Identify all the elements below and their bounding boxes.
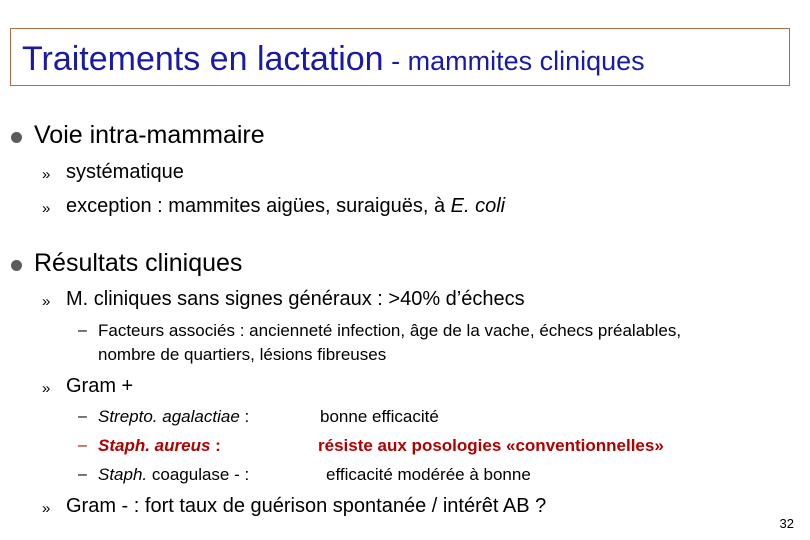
raquo-marker: » (42, 380, 51, 397)
item-gram-minus: Gram - : fort taux de guérison spontanée / intérêt AB ? (66, 495, 547, 517)
staph-coag-rest: coagulase - (147, 465, 240, 484)
facteurs-line-2: nombre de quartiers, lésions fibreuses (98, 345, 387, 364)
item-exception (66, 195, 505, 218)
strepto-genus: Strepto. (98, 407, 158, 426)
item-exception-text: exception : mammites aigües, suraiguës, à (66, 195, 451, 217)
dash-marker: – (78, 322, 87, 339)
item-systematique: systématique (66, 161, 184, 183)
staph-coag-result: efficacité modérée à bonne (326, 465, 531, 484)
bullet-resultats-cliniques: Résultats cliniques (34, 249, 243, 277)
staph-coag-genus: Staph. (98, 465, 148, 484)
bullet-voie-intra-mammaire: Voie intra-mammaire (34, 121, 265, 149)
raquo-marker: » (42, 500, 51, 517)
strepto-name (98, 407, 249, 427)
strepto-species: agalactiae (157, 407, 240, 426)
staph-aureus-genus: Staph. aureus (98, 436, 211, 455)
item-exception-ecoli: E. coli (450, 195, 506, 217)
staph-aureus-name (98, 436, 221, 456)
item-gram-plus: Gram + (66, 375, 134, 397)
slide-title (22, 40, 645, 79)
raquo-marker: » (42, 166, 51, 183)
title-main: Traitements en lactation (22, 40, 384, 78)
staph-aureus-result: résiste aux posologies «conventionnelles» (318, 436, 664, 455)
bullet-dot-1 (11, 132, 22, 143)
dash-marker: – (78, 466, 87, 483)
raquo-marker: » (42, 293, 51, 310)
staph-coag-sep: : (239, 465, 250, 484)
strepto-sep: : (239, 407, 250, 426)
raquo-marker: » (42, 200, 51, 217)
staph-coag-name (98, 465, 249, 485)
dash-marker: – (78, 408, 87, 425)
title-sub: - mammites cliniques (383, 46, 645, 76)
dash-marker: – (78, 437, 87, 454)
item-m-cliniques: M. cliniques sans signes généraux : >40% d’échecs (66, 288, 525, 310)
facteurs-line-1: Facteurs associés : ancienneté infection, âge de la vache, échecs préalables, (98, 321, 682, 340)
strepto-result: bonne efficacité (320, 407, 439, 426)
page-number: 32 (779, 516, 794, 531)
bullet-dot-2 (11, 260, 22, 271)
staph-aureus-sep: : (210, 436, 221, 455)
